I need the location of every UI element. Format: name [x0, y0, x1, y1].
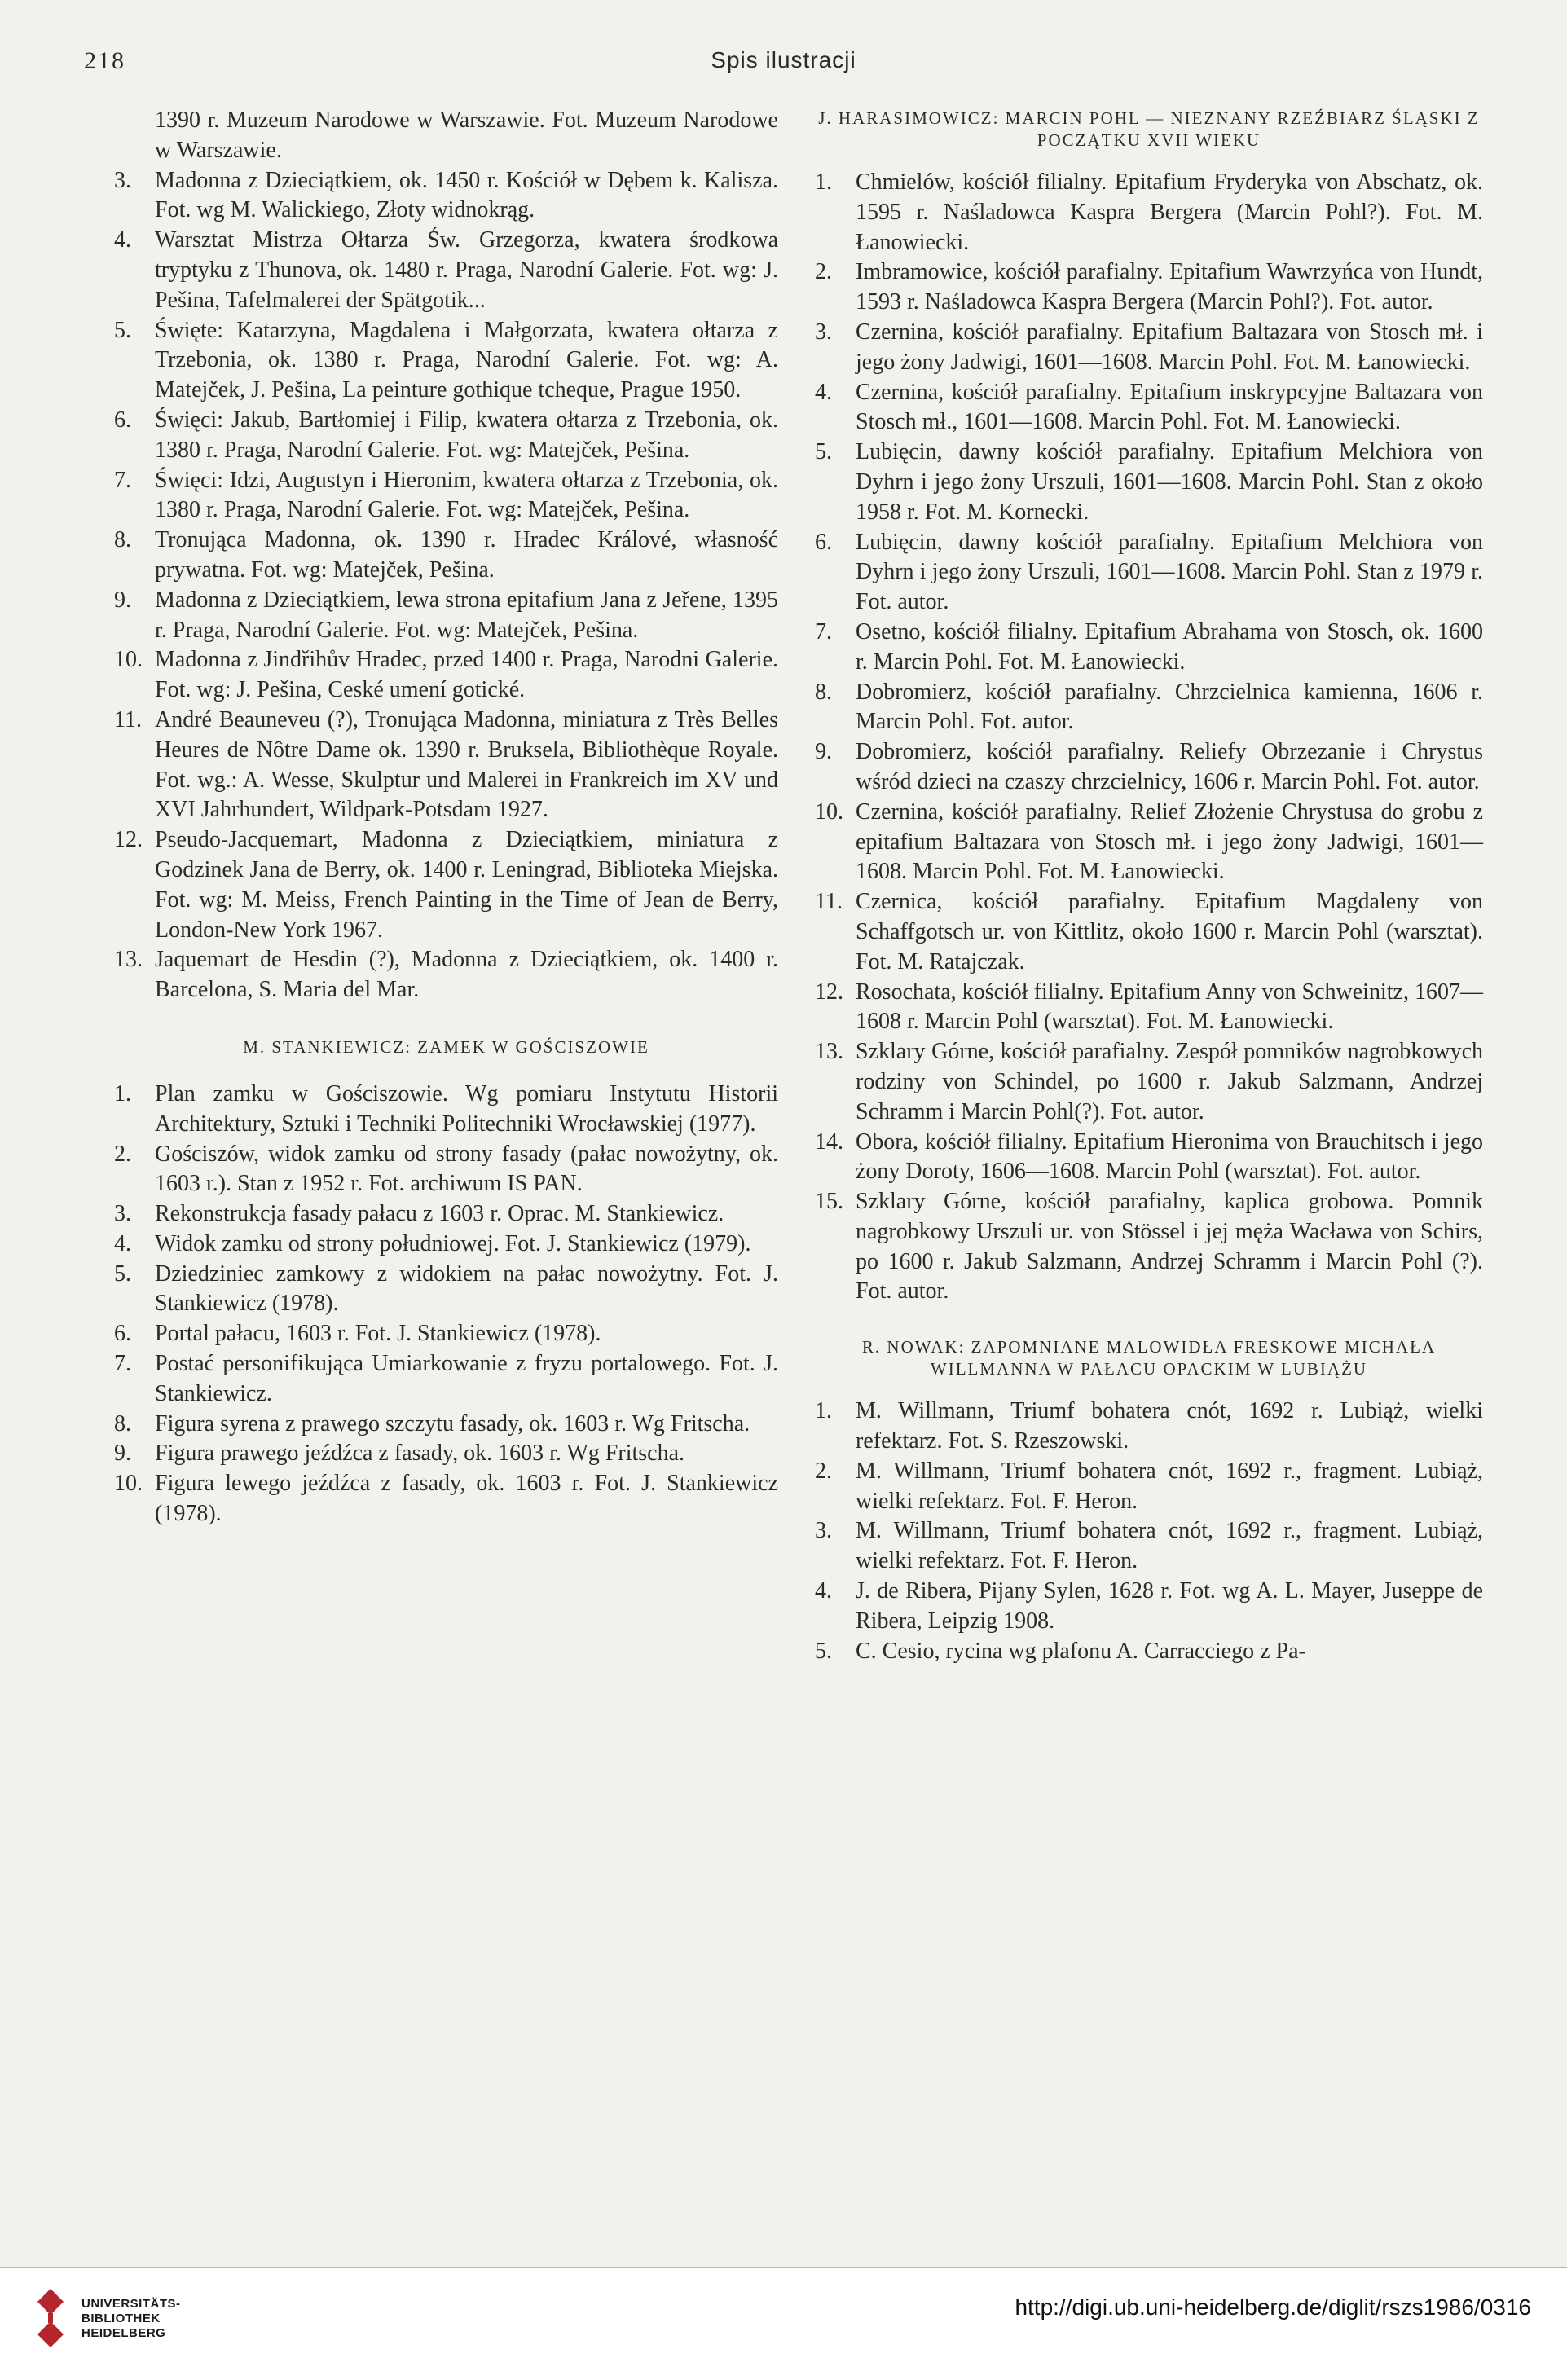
- item-text: 1390 r. Muzeum Narodowe w Warszawie. Fot. Muzeum Narodowe w Warszawie.: [155, 108, 778, 163]
- item-text: Dziedziniec zamkowy z widokiem na pałac nowożytny. Fot. J. Stankiewicz (1978).: [155, 1260, 778, 1317]
- list-item: [815, 1037, 1483, 1127]
- item-number: 3.: [815, 319, 832, 345]
- item-number: 1.: [114, 1080, 131, 1106]
- list-item: [114, 1260, 778, 1320]
- item-text: Święci: Idzi, Augustyn i Hieronim, kwatera ołtarza z Trzebonia, ok. 1380 r. Praga, Narodní Galerie. Fot. wg: Matejček, Pešina.: [155, 467, 778, 523]
- list-item: [114, 1439, 778, 1469]
- list-item: [815, 887, 1483, 977]
- item-text: Pseudo-Jacquemart, Madonna z Dzieciątkiem, miniatura z Godzinek Jana de Berry, ok. 1400 r. Leningrad, Biblioteka Miejska. Fot. wg: M. Meiss, French Painting in the Time of Jean de Berry, London-New York 1967.: [155, 827, 778, 943]
- item-text: Szklary Górne, kościół parafialny. Zespół pomników nagrobkowych rodziny von Schindel, po 1600 r. Jakub Salzmann, Andrzej Schramm i Marcin Pohl(?). Fot. autor.: [856, 1039, 1483, 1124]
- running-head: Spis ilustracji: [711, 47, 856, 73]
- list-item: [815, 618, 1483, 678]
- list-item: [114, 1410, 778, 1440]
- item-number: 12.: [114, 827, 143, 853]
- list-item: [815, 1187, 1483, 1307]
- item-text: Figura syrena z prawego szczytu fasady, ok. 1603 r. Wg Fritscha.: [155, 1410, 750, 1436]
- item-text: Madonna z Jindřihův Hradec, przed 1400 r. Praga, Narodni Galerie. Fot. wg: J. Pešina, Ceské umení gotické.: [155, 647, 778, 703]
- item-number: 7.: [114, 467, 131, 493]
- item-number: 10.: [114, 1471, 143, 1497]
- item-text: M. Willmann, Triumf bohatera cnót, 1692 r., fragment. Lubiąż, wielki refektarz. Fot. F. Heron.: [856, 1518, 1483, 1574]
- library-name-line: BIBLIOTHEK: [81, 2312, 161, 2325]
- item-text: Postać personifikująca Umiarkowanie z fryzu portalowego. Fot. J. Stankiewicz.: [155, 1351, 778, 1406]
- right-column: [815, 106, 1483, 1666]
- item-text: Święte: Katarzyna, Magdalena i Małgorzata, kwatera ołtarza z Trzebonia, ok. 1380 r. Praga, Narodní Galerie. Fot. wg: A. Matejček, J. Pešina, La peinture gothique tcheque, Prague 1950.: [155, 317, 778, 403]
- item-number: 5.: [114, 1260, 131, 1287]
- library-name-line: UNIVERSITÄTS-: [81, 2297, 181, 2311]
- list-item: [114, 1080, 778, 1140]
- list-item: [815, 318, 1483, 378]
- list-item: [815, 1128, 1483, 1188]
- item-number: 1.: [815, 1398, 832, 1424]
- list-item: [114, 1349, 778, 1410]
- item-text: Plan zamku w Gościszowie. Wg pomiaru Instytutu Historii Architektury, Sztuki i Techniki Politechniki Wrocławskiej (1977).: [155, 1080, 778, 1137]
- list-item: [114, 1469, 778, 1529]
- item-text: Czernina, kościół parafialny. Relief Złożenie Chrystusa do grobu z epitafium Baltazara von Stosch mł. i jego żony Jadwigi, 1601—1608. Marcin Pohl. Fot. M. Łanowiecki.: [856, 798, 1483, 885]
- list-item: [815, 438, 1483, 527]
- item-text: Madonna z Dzieciątkiem, lewa strona epitafium Jana z Jeřene, 1395 r. Praga, Narodní Galerie. Fot. wg: Matejček, Pešina.: [155, 587, 778, 643]
- list-item: [815, 978, 1483, 1038]
- list-item: [114, 1319, 778, 1349]
- item-text: Święci: Jakub, Bartłomiej i Filip, kwatera ołtarza z Trzebonia, ok. 1380 r. Praga, Narodní Galerie. Fot. wg: Matejček, Pešina.: [155, 407, 778, 463]
- item-number: 10.: [815, 798, 843, 825]
- item-number: 15.: [815, 1189, 843, 1215]
- item-number: 12.: [815, 979, 843, 1005]
- list-item: [815, 168, 1483, 257]
- item-number: 9.: [114, 587, 131, 613]
- footer-bar: [0, 2268, 1567, 2380]
- item-number: 3.: [114, 1201, 131, 1227]
- list-item: [114, 645, 778, 706]
- entries-zamek: [114, 1080, 778, 1529]
- list-item: [114, 316, 778, 406]
- list-item: [815, 737, 1483, 798]
- item-number: 6.: [114, 407, 131, 433]
- list-item: [114, 406, 778, 466]
- list-item: [815, 257, 1483, 318]
- list-item: [114, 166, 778, 227]
- item-text: Czernina, kościół parafialny. Epitafium Baltazara von Stosch mł. i jego żony Jadwigi, 1601—1608. Marcin Pohl. Fot. M. Łanowiecki.: [856, 319, 1483, 375]
- list-item: [114, 706, 778, 825]
- item-text: Rosochata, kościół filialny. Epitafium Anny von Schweinitz, 1607—1608 r. Marcin Pohl (warsztat). Fot. M. Łanowiecki.: [856, 979, 1483, 1035]
- item-text: Czernina, kościół parafialny. Epitafium inskrypcyjne Baltazara von Stosch mł., 1601—1608. Marcin Pohl. Fot. M. Łanowiecki.: [856, 379, 1483, 435]
- list-item: [815, 1516, 1483, 1577]
- item-text: Dobromierz, kościół parafialny. Reliefy Obrzezanie i Chrystus wśród dzieci na czaszy chrzcielnicy, 1606 r. Marcin Pohl. Fot. autor.: [856, 739, 1483, 794]
- item-number: 7.: [114, 1351, 131, 1377]
- item-number: 8.: [114, 527, 131, 553]
- item-number: 8.: [815, 679, 832, 705]
- list-item: [114, 1230, 778, 1260]
- entries-continued: [114, 106, 778, 1005]
- item-text: André Beauneveu (?), Tronująca Madonna, miniatura z Très Belles Heures de Nôtre Dame ok. 1390 r. Bruksela, Bibliothèque Royale. Fot. wg.: A. Wesse, Skulptur und Malerei in Frankreich im XV und XVI Jahrhundert, Wildpark-Potsdam 1927.: [155, 706, 778, 823]
- item-text: Szklary Górne, kościół parafialny, kaplica grobowa. Pomnik nagrobkowy Urszuli ur. von Stössel i jej męża Wacława von Schirs, po 1600 r. Jakub Salzmann, Andrzej Schramm i Marcin Pohl (?). Fot. autor.: [856, 1189, 1483, 1304]
- section-heading: R. NOWAK: ZAPOMNIANE MALOWIDŁA FRESKOWE MICHAŁA WILLMANNA W PAŁACU OPACKIM W LUBIĄŻU: [861, 1337, 1437, 1379]
- item-text: Dobromierz, kościół parafialny. Chrzcielnica kamienna, 1606 r. Marcin Pohl. Fot. autor.: [856, 679, 1483, 735]
- item-text: Jaquemart de Hesdin (?), Madonna z Dzieciątkiem, ok. 1400 r. Barcelona, S. Maria del Mar.: [155, 947, 778, 1003]
- item-number: 9.: [815, 739, 832, 765]
- list-item: [815, 1577, 1483, 1637]
- item-number: 2.: [815, 259, 832, 285]
- item-number: 3.: [114, 167, 131, 193]
- item-text: Czernica, kościół parafialny. Epitafium Magdaleny von Schaffgotsch ur. von Kittlitz, około 1600 r. Marcin Pohl (warsztat). Fot. M. Ratajczak.: [856, 889, 1483, 974]
- item-text: Figura prawego jeźdźca z fasady, ok. 1603 r. Wg Fritscha.: [155, 1441, 685, 1467]
- list-item: [114, 1140, 778, 1200]
- list-item: [815, 1637, 1483, 1667]
- item-number: 11.: [815, 889, 843, 915]
- item-number: 2.: [815, 1458, 832, 1484]
- item-number: 4.: [114, 227, 131, 253]
- list-item: [815, 378, 1483, 438]
- list-item: [114, 526, 778, 586]
- item-text: Gościszów, widok zamku od strony fasady (pałac nowożytny, ok. 1603 r.). Stan z 1952 r. Fot. archiwum IS PAN.: [155, 1141, 778, 1197]
- list-item: [114, 945, 778, 1005]
- item-text: Rekonstrukcja fasady pałacu z 1603 r. Oprac. M. Stankiewicz.: [155, 1201, 724, 1227]
- entries-pohl: [815, 168, 1483, 1307]
- list-item: [114, 586, 778, 646]
- item-number: 8.: [114, 1410, 131, 1436]
- list-item: [815, 678, 1483, 738]
- item-text: J. de Ribera, Pijany Sylen, 1628 r. Fot. wg A. L. Mayer, Juseppe de Ribera, Leipzig 1908.: [856, 1578, 1483, 1634]
- item-number: 5.: [815, 439, 832, 465]
- library-name: [81, 2297, 181, 2341]
- item-number: 13.: [815, 1039, 843, 1065]
- item-number: 10.: [114, 647, 143, 673]
- university-seal-icon: [33, 2285, 68, 2357]
- item-number: 13.: [114, 947, 143, 973]
- list-item: [114, 226, 778, 315]
- item-text: C. Cesio, rycina wg plafonu A. Carracciego z Pa-: [856, 1638, 1306, 1664]
- item-text: Imbramowice, kościół parafialny. Epitafium Wawrzyńca von Hundt, 1593 r. Naśladowca Kaspra Bergera (Marcin Pohl?). Fot. autor.: [856, 259, 1483, 315]
- item-text: Obora, kościół filialny. Epitafium Hieronima von Brauchitsch i jego żony Doroty, 1606—1608. Marcin Pohl (warsztat). Fot. autor.: [856, 1128, 1483, 1185]
- item-number: 6.: [815, 529, 832, 555]
- item-text: Chmielów, kościół filialny. Epitafium Fryderyka von Abschatz, ok. 1595 r. Naśladowca Kaspra Bergera (Marcin Pohl?). Fot. M. Łanowiecki.: [856, 169, 1483, 255]
- page-number: 218: [84, 47, 125, 74]
- item-text: Figura lewego jeźdźca z fasady, ok. 1603 r. Fot. J. Stankiewicz (1978).: [155, 1471, 778, 1527]
- list-item: [815, 1397, 1483, 1457]
- list-item: [114, 1199, 778, 1230]
- item-text: Lubięcin, dawny kościół parafialny. Epitafium Melchiora von Dyhrn i jego żony Urszuli, 1601—1608. Marcin Pohl. Stan z około 1958 r. Fot. M. Kornecki.: [856, 439, 1483, 525]
- item-number: 5.: [815, 1638, 832, 1664]
- item-number: 11.: [114, 706, 142, 732]
- list-item: [114, 466, 778, 526]
- item-number: 1.: [815, 169, 832, 195]
- item-number: 4.: [114, 1230, 131, 1256]
- item-text: Portal pałacu, 1603 r. Fot. J. Stankiewicz (1978).: [155, 1321, 601, 1347]
- list-item: [815, 1457, 1483, 1517]
- list-item: [815, 798, 1483, 887]
- item-text: Osetno, kościół filialny. Epitafium Abrahama von Stosch, ok. 1600 r. Marcin Pohl. Fot. M. Łanowiecki.: [856, 618, 1483, 675]
- item-number: 4.: [815, 379, 832, 405]
- item-number: 5.: [114, 317, 131, 343]
- item-number: 6.: [114, 1321, 131, 1347]
- item-number: 2.: [114, 1141, 131, 1167]
- item-text: Widok zamku od strony południowej. Fot. J. Stankiewicz (1979).: [155, 1230, 751, 1256]
- item-text: Madonna z Dzieciątkiem, ok. 1450 r. Kościół w Dębem k. Kalisza. Fot. wg M. Walickiego, Złoty widnokrąg.: [155, 167, 778, 223]
- entries-willmann: [815, 1397, 1483, 1666]
- library-name-line: HEIDELBERG: [81, 2326, 166, 2340]
- section-heading: J. HARASIMOWICZ: MARCIN POHL — NIEZNANY RZEŹBIARZ ŚLĄSKI Z POCZĄTKU XVII WIEKU: [818, 108, 1480, 150]
- item-number: 3.: [815, 1518, 832, 1544]
- list-item: [114, 106, 778, 166]
- list-item: [815, 528, 1483, 618]
- item-number: 4.: [815, 1578, 832, 1604]
- item-number: 9.: [114, 1441, 131, 1467]
- item-text: M. Willmann, Triumf bohatera cnót, 1692 r. Lubiąż, wielki refektarz. Fot. S. Rzeszowski.: [856, 1398, 1483, 1454]
- section-heading: M. STANKIEWICZ: ZAMEK W GOŚCISZOWIE: [243, 1036, 649, 1057]
- item-text: Tronująca Madonna, ok. 1390 r. Hradec Králové, własność prywatna. Fot. wg: Matejček, Pešina.: [155, 527, 778, 583]
- list-item: [114, 825, 778, 945]
- source-url-link[interactable]: http://digi.ub.uni-heidelberg.de/diglit/rszs1986/0316: [1015, 2294, 1531, 2320]
- item-text: M. Willmann, Triumf bohatera cnót, 1692 r., fragment. Lubiąż, wielki refektarz. Fot. F. Heron.: [856, 1458, 1483, 1514]
- item-number: 7.: [815, 618, 832, 644]
- item-text: Lubięcin, dawny kościół parafialny. Epitafium Melchiora von Dyhrn i jego żony Urszuli, 1601—1608. Marcin Pohl. Stan z 1979 r. Fot. autor.: [856, 529, 1483, 615]
- item-text: Warsztat Mistrza Ołtarza Św. Grzegorza, kwatera środkowa tryptyku z Thunova, ok. 1480 r. Praga, Narodní Galerie. Fot. wg: J. Pešina, Tafelmalerei der Spätgotik...: [155, 227, 778, 313]
- item-number: 14.: [815, 1128, 843, 1155]
- left-column: [114, 106, 778, 1529]
